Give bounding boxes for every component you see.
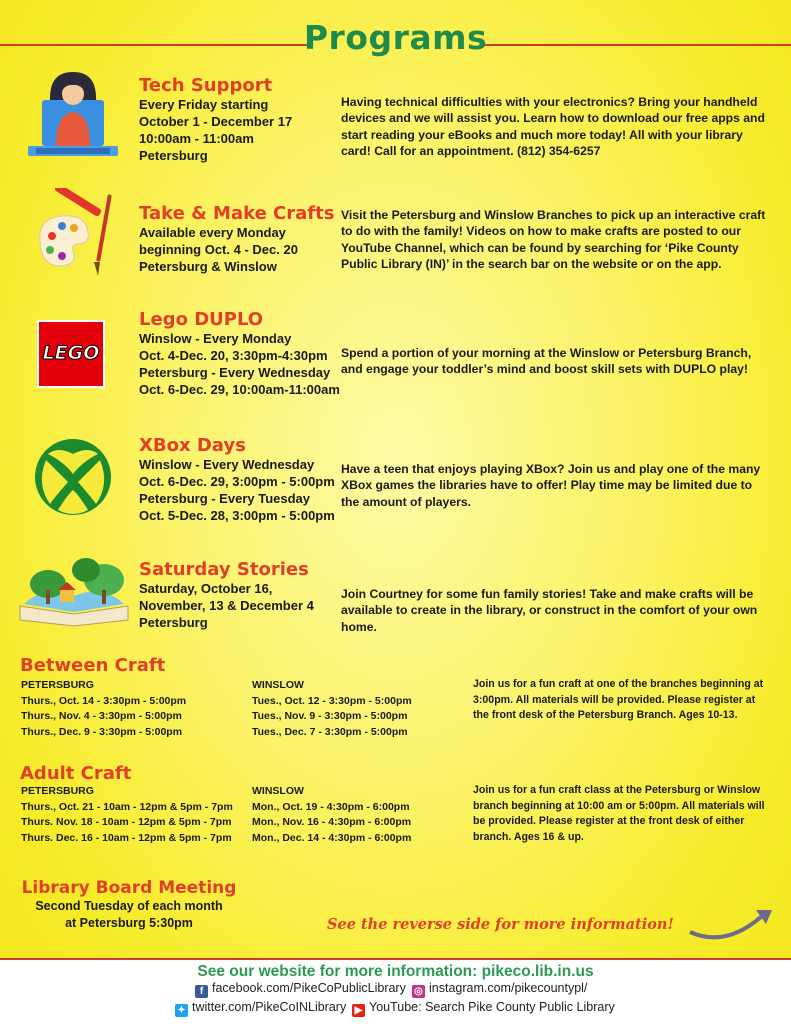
curved-arrow-icon [686, 904, 776, 944]
between-craft-description: Join us for a fun craft at one of the branches beginning at 3:00pm. All materials will be provided. Please register at the front desk of the Petersburg Branch. Ages 10-13. [473, 678, 764, 721]
tech-support-person-laptop-icon [20, 68, 126, 164]
lego-duplo-title: Lego DUPLO [139, 309, 264, 330]
tech-support-line: Petersburg [139, 148, 208, 163]
tech-support-line: Every Friday starting [139, 97, 269, 112]
lego-logo-text: LEGO [42, 342, 100, 364]
twitter-icon: ✦ [175, 1004, 188, 1017]
adult-craft-petersburg [21, 784, 233, 846]
take-make-description: Visit the Petersburg and Winslow Branches to pick up an interactive craft to do with the family! Videos on how to make crafts are posted to our YouTube Channel, which can be found by searching for ‘Pike County Public Library (IN)’ in the search bar on the website or on the app. [341, 208, 766, 272]
branch-label: WINSLOW [252, 785, 304, 797]
schedule-line: Thurs., Oct. 14 - 3:30pm - 5:00pm [21, 694, 187, 707]
twitter-label: twitter.com/PikeCoINLibrary [192, 1000, 347, 1014]
schedule-line: Tues., Oct. 12 - 3:30pm - 5:00pm [252, 694, 412, 707]
schedule-line: Thurs. Nov. 18 - 10am - 12pm & 5pm - 7pm [21, 816, 232, 828]
saturday-stories-title: Saturday Stories [139, 559, 309, 580]
between-craft-petersburg [21, 678, 186, 740]
xbox-days-line: Oct. 5-Dec. 28, 3:00pm - 5:00pm [139, 508, 335, 523]
schedule-line: Thurs., Nov. 4 - 3:30pm - 5:00pm [21, 710, 182, 722]
footer [0, 960, 791, 1024]
schedule-line: Thurs., Oct. 21 - 10am - 12pm & 5pm - 7pm [21, 800, 233, 813]
instagram-link[interactable] [412, 981, 587, 998]
between-craft-title: Between Craft [20, 655, 166, 676]
schedule-line: Mon., Dec. 14 - 4:30pm - 6:00pm [252, 831, 412, 844]
website-link[interactable]: See our website for more information: pikeco.lib.in.us [197, 963, 594, 980]
adult-craft-description: Join us for a fun craft class at the Petersburg or Winslow branch beginning at 10:00 am or 5:00pm. All materials will be provided. Please register at the front desk of either branch. Ages 16 & up. [473, 784, 765, 843]
schedule-line: Mon., Nov. 16 - 4:30pm - 6:00pm [252, 816, 412, 828]
saturday-stories-line: Petersburg [139, 615, 208, 630]
lego-logo-icon [37, 320, 105, 388]
adult-craft-title: Adult Craft [20, 763, 132, 784]
xbox-days-info [139, 436, 335, 524]
take-make-line: Petersburg & Winslow [139, 259, 277, 274]
open-storybook-icon [16, 554, 132, 628]
branch-label: PETERSBURG [21, 679, 94, 691]
facebook-link[interactable] [195, 981, 406, 998]
take-make-info [139, 204, 334, 275]
board-meeting-line: Second Tuesday of each month [35, 899, 223, 913]
xbox-days-line: Winslow - Every Wednesday [139, 457, 315, 472]
xbox-days-line: Petersburg - Every Tuesday [139, 491, 310, 506]
tech-support-line: 10:00am - 11:00am [139, 131, 254, 146]
instagram-icon: ◎ [412, 985, 425, 998]
schedule-line: Tues., Dec. 7 - 3:30pm - 5:00pm [252, 725, 408, 738]
youtube-icon: ▶ [352, 1004, 365, 1017]
instagram-label: instagram.com/pikecountypl/ [429, 981, 588, 995]
tech-support-description: Having technical difficulties with your electronics? Bring your handheld devices and we will assist you. Learn how to download our free apps and start reading your eBooks and much more today! All with your library card! Call for an appointment. (812) 354-6257 [341, 95, 765, 159]
tech-support-line: October 1 - December 17 [139, 114, 293, 129]
lego-duplo-line: Oct. 6-Dec. 29, 10:00am-11:00am [139, 382, 340, 397]
board-meeting-title: Library Board Meeting [21, 878, 237, 898]
lego-duplo-line: Winslow - Every Monday [139, 331, 292, 346]
lego-duplo-description: Spend a portion of your morning at the Winslow or Petersburg Branch, and engage your toddler’s mind and boost skill sets with DUPLO play! [341, 346, 752, 377]
branch-label: PETERSBURG [21, 785, 94, 797]
facebook-label: facebook.com/PikeCoPublicLibrary [212, 981, 406, 995]
lego-duplo-line: Petersburg - Every Wednesday [139, 365, 331, 380]
youtube-label: YouTube: Search Pike County Public Library [369, 1000, 615, 1014]
adult-craft-winslow [252, 784, 411, 846]
youtube-link[interactable] [352, 1000, 615, 1017]
saturday-stories-description: Join Courtney for some fun family stories! Take and make crafts will be available to create in the library, or construct in the comfort of your own home. [341, 587, 758, 634]
xbox-days-line: Oct. 6-Dec. 29, 3:00pm - 5:00pm [139, 474, 335, 489]
take-make-line: beginning Oct. 4 - Dec. 20 [139, 242, 298, 257]
reverse-side-note: See the reverse side for more information! [327, 916, 674, 933]
schedule-line: Thurs., Dec. 9 - 3:30pm - 5:00pm [21, 725, 183, 738]
xbox-days-title: XBox Days [139, 435, 246, 456]
xbox-logo-icon [34, 438, 112, 516]
take-make-title: Take & Make Crafts [139, 203, 335, 224]
take-make-line: Available every Monday [139, 225, 286, 240]
saturday-stories-info [139, 560, 314, 631]
xbox-days-description: Have a teen that enjoys playing XBox? Join us and play one of the many XBox games the libraries have to offer! Play time may be limited due to the amount of players. [341, 462, 761, 509]
saturday-stories-line: November, 13 & December 4 [139, 598, 314, 613]
twitter-link[interactable] [175, 1000, 346, 1017]
schedule-line: Tues., Nov. 9 - 3:30pm - 5:00pm [252, 710, 408, 722]
page-title: Programs [303, 18, 488, 57]
tech-support-title: Tech Support [139, 75, 273, 96]
board-meeting-line: at Petersburg 5:30pm [65, 916, 193, 930]
lego-duplo-info [139, 310, 340, 398]
tech-support-info [139, 76, 292, 164]
facebook-icon: f [195, 985, 208, 998]
paint-palette-icon [30, 188, 120, 284]
saturday-stories-line: Saturday, October 16, [139, 581, 273, 596]
between-craft-winslow [252, 678, 412, 740]
lego-duplo-line: Oct. 4-Dec. 20, 3:30pm-4:30pm [139, 348, 328, 363]
branch-label: WINSLOW [252, 679, 304, 691]
schedule-line: Mon., Oct. 19 - 4:30pm - 6:00pm [252, 800, 410, 813]
schedule-line: Thurs. Dec. 16 - 10am - 12pm & 5pm - 7pm [21, 831, 232, 844]
board-meeting [12, 878, 246, 932]
